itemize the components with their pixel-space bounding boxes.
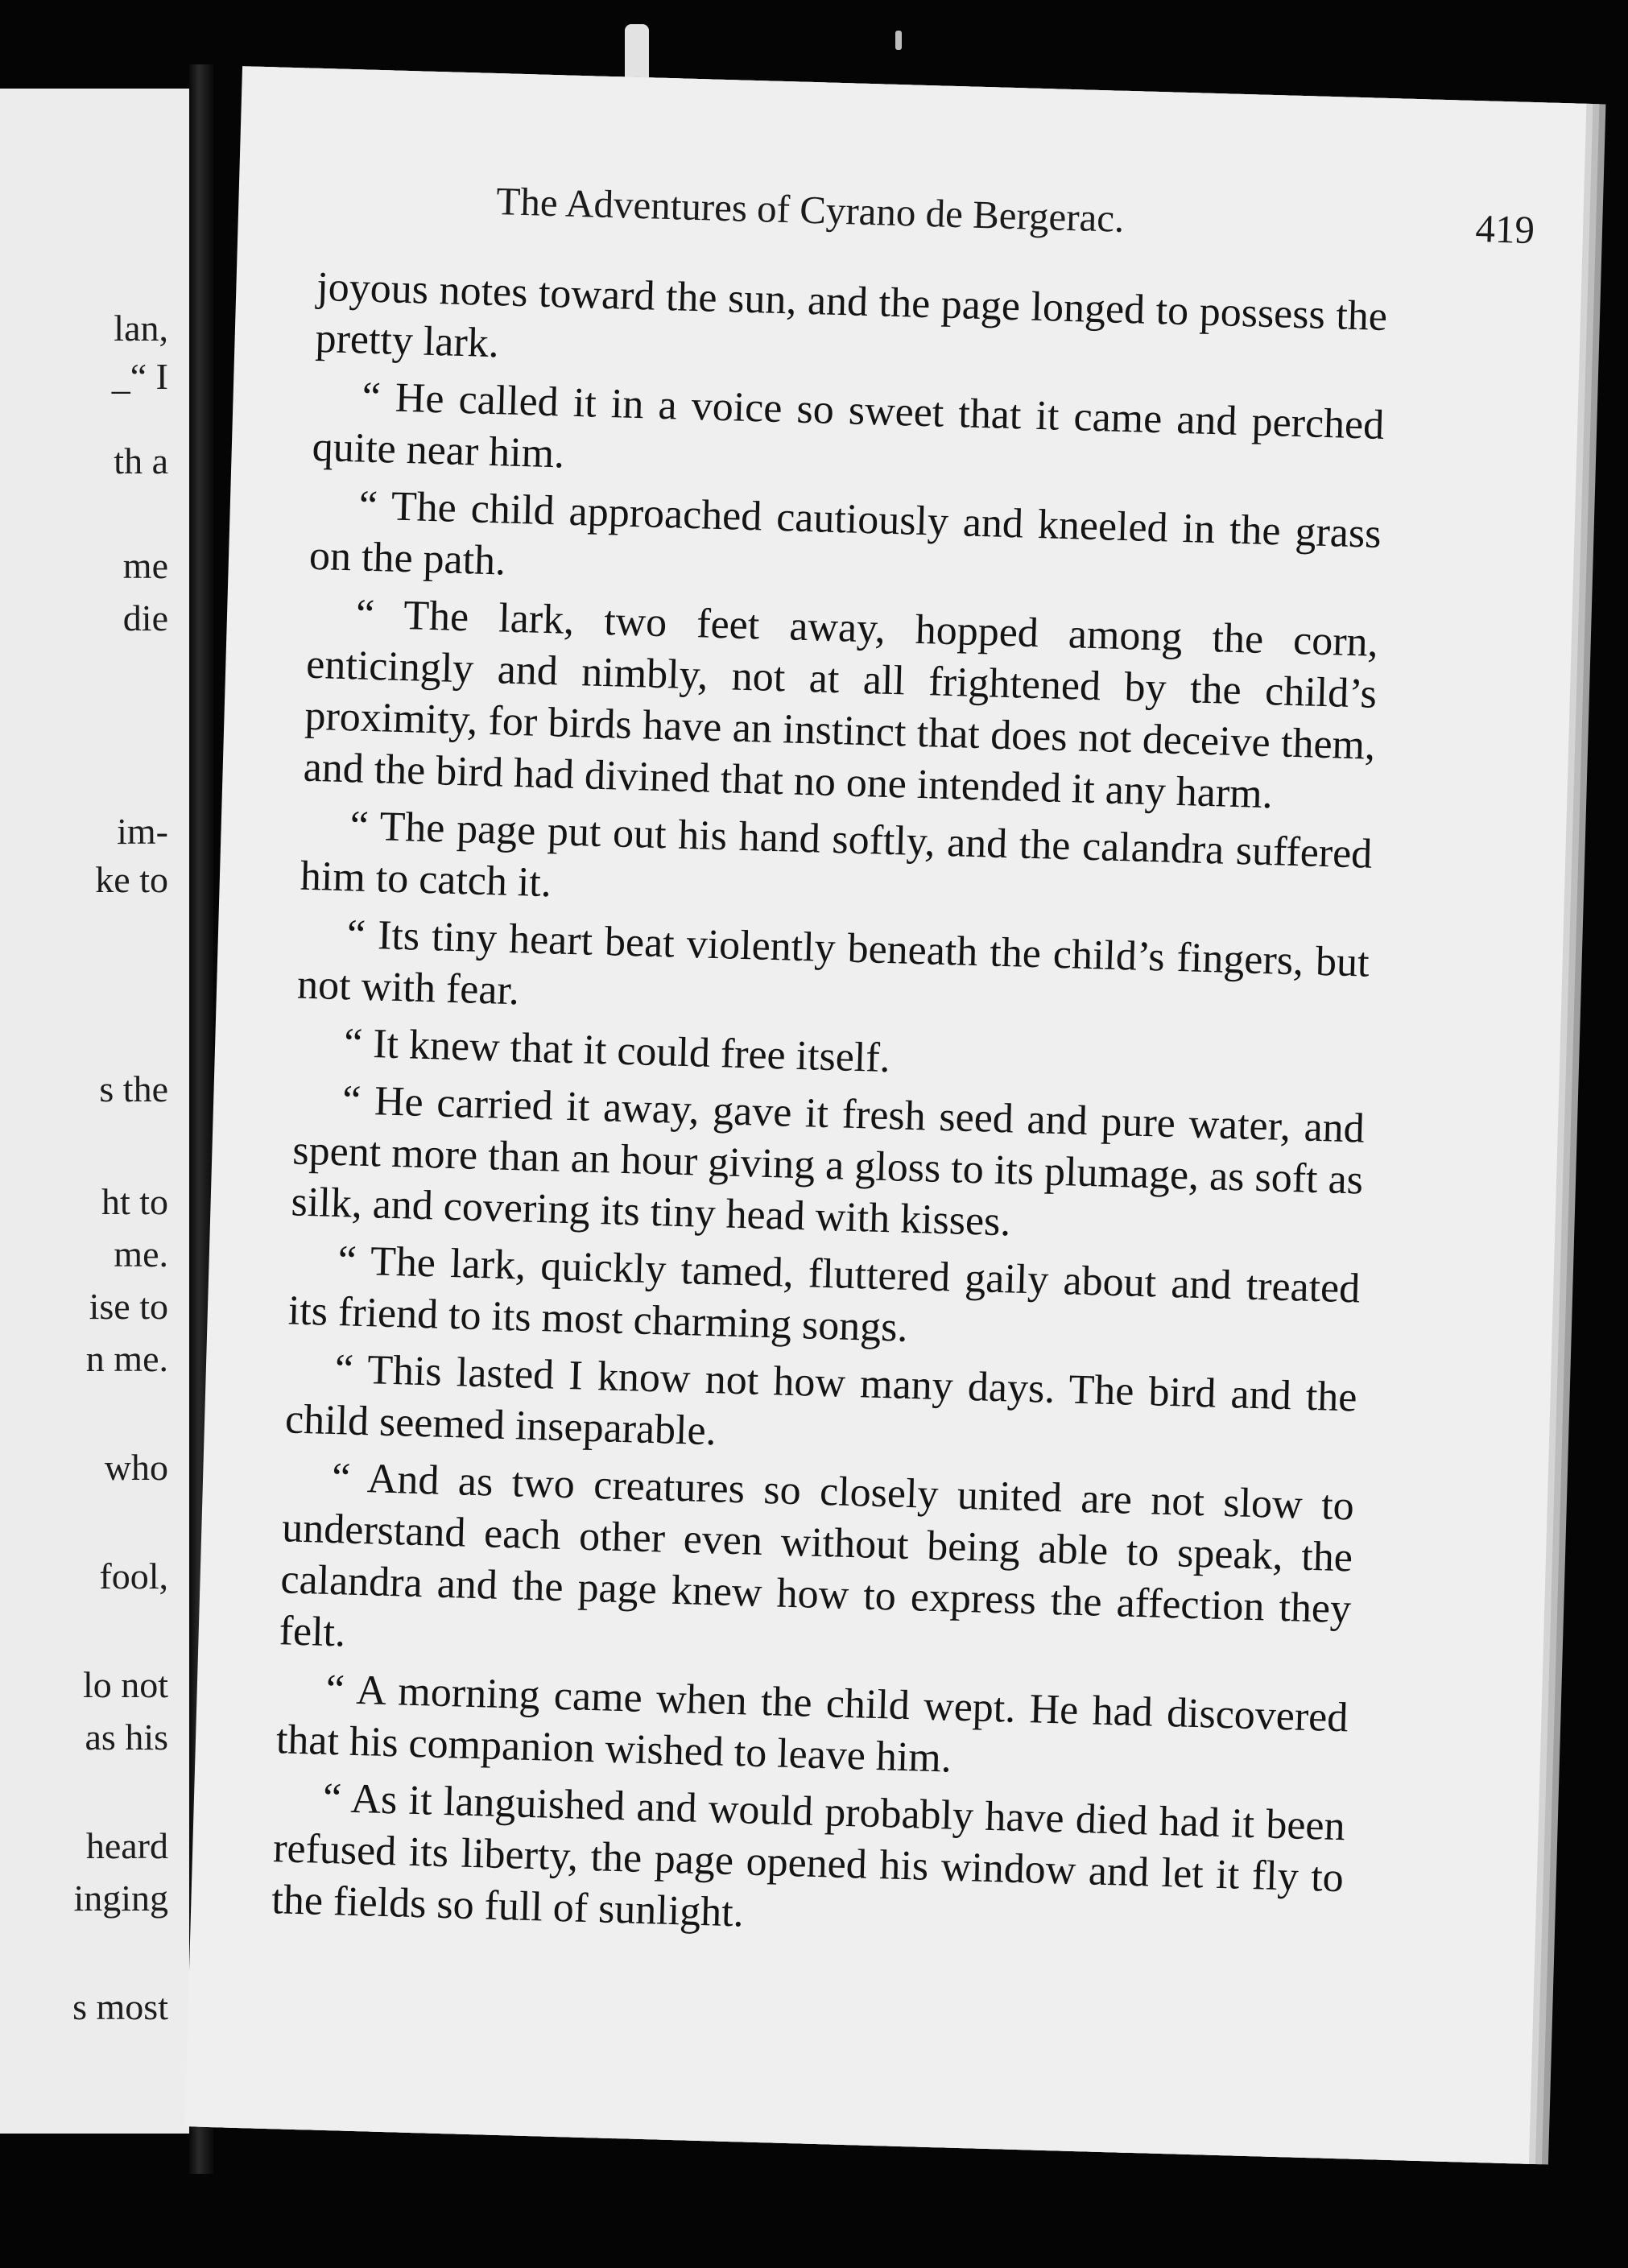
body-text (271, 262, 1387, 1961)
left-page-fragment: _“ I (111, 356, 168, 397)
left-page-fragment: lan, (114, 308, 168, 349)
left-page-fragment: die (122, 597, 168, 638)
paragraph: “ He called it in a voice so sweet that it came and perched quite near him. (312, 374, 1385, 477)
paragraph: “ It knew that it could free itself. (343, 1020, 891, 1082)
left-page-fragment: heard (85, 1825, 168, 1866)
paragraph: “ A morning came when the child wept. He had discovered that his companion wished to leave him. (275, 1666, 1349, 1782)
left-page-fragment: s the (99, 1068, 168, 1109)
paragraph: “ He carried it away, gave it fresh seed and pure water, and spent more than an hour giving a gloss to its plumage, as soft as silk, and covering its tiny head with kisses. (290, 1077, 1366, 1246)
left-page-fragment: me. (114, 1233, 168, 1274)
left-page-fragment: who (104, 1447, 168, 1488)
left-page-fragment: ht to (101, 1181, 168, 1222)
right-page (185, 66, 1587, 2164)
left-page-fragment: lo not (82, 1664, 168, 1705)
paragraph: “ The lark, two feet away, hopped among the corn, enticingly and nimbly, not at all frightened by the child’s proximity, for birds have an instinct that does not deceive them, and the bird had divined that no one intended it any harm. (302, 591, 1379, 818)
paragraph: “ And as two creatures so closely united are not slow to understand each other even without being able to speak, the calandra and the page knew how to express the affection they felt. (279, 1454, 1355, 1656)
paragraph: “ The lark, quickly tamed, fluttered gaily about and treated its friend to its most charming songs. (287, 1237, 1361, 1351)
left-page-fragment: me (122, 545, 168, 586)
paragraph: joyous notes toward the sun, and the page longed to possess the pretty lark. (314, 263, 1388, 367)
left-page (0, 89, 194, 2134)
left-page-fragment: th a (114, 440, 168, 481)
paragraph: “ As it languished and would probably have died had it been refused its liberty, the page opened his window and let it fly to the fields so full of sunlight. (271, 1774, 1346, 1936)
left-page-fragment: n me. (85, 1338, 168, 1379)
left-page-fragment: fool, (99, 1555, 168, 1597)
left-page-fragment: as his (85, 1716, 168, 1758)
paragraph: “ This lasted I know not how many days. The bird and the child seemed inseparable. (284, 1346, 1358, 1455)
paragraph: “ The page put out his hand softly, and the calandra suffered him to catch it. (300, 803, 1374, 907)
running-header (496, 178, 1535, 254)
scan-dust-mark (895, 31, 902, 50)
left-page-fragment: s most (72, 1986, 168, 2027)
book-title: The Adventures of Cyrano de Bergerac. (495, 179, 1126, 241)
left-page-fragment: inging (73, 1878, 168, 1919)
page-number: 419 (1474, 206, 1535, 253)
left-page-fragment: im- (117, 811, 168, 852)
left-page-fragment: ke to (95, 859, 168, 900)
left-page-fragment: ise to (89, 1286, 168, 1327)
paragraph: “ The child approached cautiously and kneeled in the grass on the path. (308, 482, 1382, 585)
paragraph: “ Its tiny heart beat violently beneath the child’s fingers, but not with fear. (296, 911, 1370, 1014)
